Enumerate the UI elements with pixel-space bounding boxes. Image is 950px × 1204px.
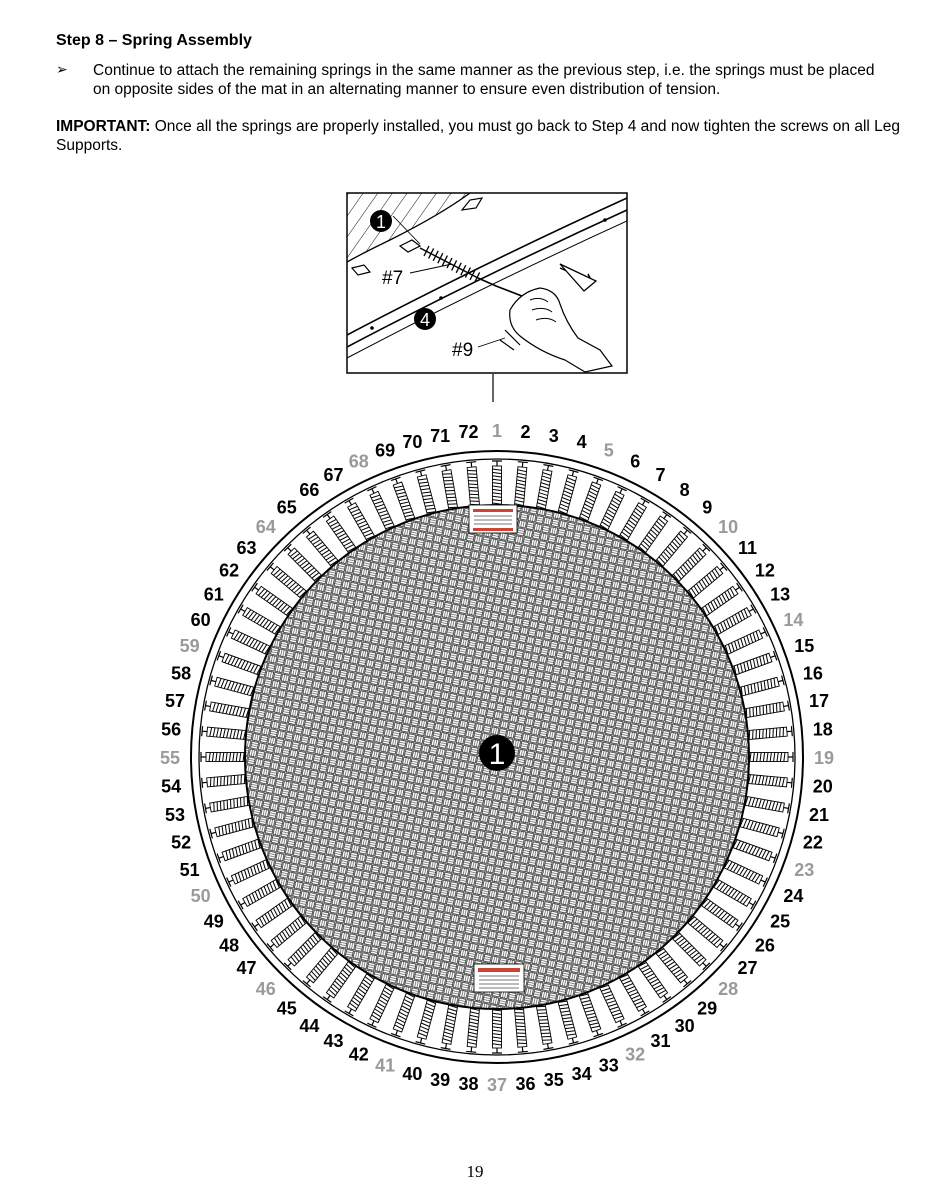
- important-text: Once all the springs are properly installed, you must go back to Step 4 and now tighten the screws on all Leg Supports.: [56, 118, 901, 154]
- spring-position-label: 33: [598, 1055, 619, 1076]
- spring-position-label: 70: [402, 432, 423, 453]
- spring: [492, 1008, 502, 1053]
- spring: [748, 752, 793, 762]
- spring-position-label: 28: [718, 979, 739, 1000]
- spring-position-label: 51: [179, 859, 200, 880]
- leader-tool: [478, 338, 505, 347]
- arrow-bullet-icon: ➢: [56, 61, 68, 77]
- spring-position-label: 25: [770, 911, 791, 932]
- spring-position-label: 36: [515, 1073, 536, 1094]
- spring-position-label: 55: [159, 748, 181, 768]
- spring-position-label: 38: [458, 1073, 479, 1094]
- spring-position-label: 24: [783, 886, 804, 907]
- spring-position-label: 4: [576, 432, 587, 453]
- spring-position-label: 10: [718, 516, 739, 537]
- spring-position-label: 63: [236, 537, 257, 558]
- spring-position-label: 43: [323, 1031, 344, 1052]
- warning-label-bottom: [474, 964, 524, 992]
- spring-position-label: 30: [674, 1015, 695, 1036]
- tool-part-label: #9: [452, 340, 474, 361]
- spring-position-label: 57: [164, 691, 186, 712]
- spring-position-label: 7: [655, 464, 666, 485]
- spring-position-label: 46: [255, 979, 276, 1000]
- spring-position-label: 52: [171, 832, 192, 853]
- spring-position-label: 17: [808, 691, 830, 712]
- detail-badge-frame-label: 4: [419, 310, 431, 330]
- spring-position-label: 22: [802, 832, 823, 853]
- spring-position-label: 2: [520, 422, 531, 443]
- spring-position-label: 69: [375, 440, 396, 461]
- spring-position-label: 68: [348, 451, 369, 472]
- spring-position-label: 19: [813, 748, 835, 768]
- spring-position-label: 12: [754, 560, 775, 581]
- leader-spring: [410, 264, 452, 273]
- spring-position-label: 9: [702, 497, 713, 518]
- spring-position-label: 26: [754, 935, 775, 956]
- spring-position-label: 44: [299, 1015, 320, 1036]
- spring-position-label: 50: [190, 886, 211, 907]
- spring-position-label: 16: [802, 663, 823, 684]
- center-part-number: 1: [488, 738, 506, 771]
- spring-position-label: 6: [630, 451, 641, 472]
- spring-position-label: 40: [402, 1063, 423, 1084]
- spring-position-label: 8: [679, 480, 690, 501]
- spring-position-label: 53: [164, 804, 186, 825]
- spring: [492, 461, 502, 506]
- spring-position-label: 72: [458, 422, 479, 443]
- spring-position-label: 39: [430, 1070, 451, 1090]
- spring-position-label: 13: [770, 584, 791, 605]
- spring-position-label: 23: [794, 859, 815, 880]
- page-number: 19: [466, 1162, 484, 1181]
- spring-position-label: 65: [276, 497, 297, 518]
- detail-inset: [347, 193, 627, 373]
- spring-position-label: 34: [571, 1063, 592, 1084]
- important-label: IMPORTANT:: [56, 118, 151, 135]
- spring-position-label: 56: [161, 719, 182, 740]
- warning-label-top: [469, 505, 517, 533]
- spring-position-label: 47: [236, 958, 257, 979]
- spring-position-label: 41: [375, 1055, 396, 1076]
- spring-position-label: 59: [179, 636, 200, 657]
- spring-position-label: 21: [808, 804, 830, 825]
- spring-position-label: 54: [161, 776, 182, 797]
- hand-icon: [510, 288, 612, 372]
- spring-position-label: 60: [190, 609, 211, 630]
- spring-position-label: 42: [348, 1044, 369, 1065]
- spring-position-label: 67: [323, 464, 344, 485]
- spring-position-label: 29: [697, 998, 718, 1019]
- spring: [201, 752, 246, 762]
- spring-position-label: 31: [650, 1031, 671, 1052]
- spring-position-label: 61: [203, 584, 224, 605]
- spring-position-label: 35: [543, 1070, 564, 1090]
- spring-position-label: 14: [783, 609, 804, 630]
- spring-position-label: 18: [812, 719, 833, 740]
- spring-position-label: 5: [603, 440, 614, 461]
- spring-position-label: 1: [491, 421, 503, 441]
- instruction-text: Continue to attach the remaining springs in the same manner as the previous step, i.e. the springs must be placed on opposite sides of the mat in an alternating manner to ensure even distribution of tension.: [93, 62, 875, 98]
- spring-position-label: 49: [203, 911, 224, 932]
- spring-position-label: 45: [276, 998, 297, 1019]
- spring-position-label: 20: [812, 776, 833, 797]
- spring-position-label: 37: [486, 1075, 508, 1095]
- spring-position-label: 48: [219, 935, 240, 956]
- spring-position-label: 32: [625, 1044, 646, 1065]
- spring-position-label: 3: [548, 426, 559, 446]
- trampoline-diagram: [160, 421, 834, 1095]
- spring-position-label: 66: [299, 480, 320, 501]
- spring-position-label: 11: [737, 537, 758, 558]
- spring-position-label: 15: [794, 636, 815, 657]
- v-ring-3: [400, 240, 420, 252]
- spring-position-label: 71: [430, 426, 451, 446]
- spring-position-label: 64: [255, 516, 276, 537]
- v-ring-2: [352, 265, 370, 275]
- spring-position-label: 62: [219, 560, 240, 581]
- spring-position-label: 27: [737, 958, 758, 979]
- spring-part-label: #7: [382, 268, 404, 289]
- detail-badge-mat-label: 1: [375, 212, 387, 232]
- spring-position-label: 58: [171, 663, 192, 684]
- step-heading: Step 8 – Spring Assembly: [56, 32, 252, 49]
- v-ring-1: [462, 198, 482, 210]
